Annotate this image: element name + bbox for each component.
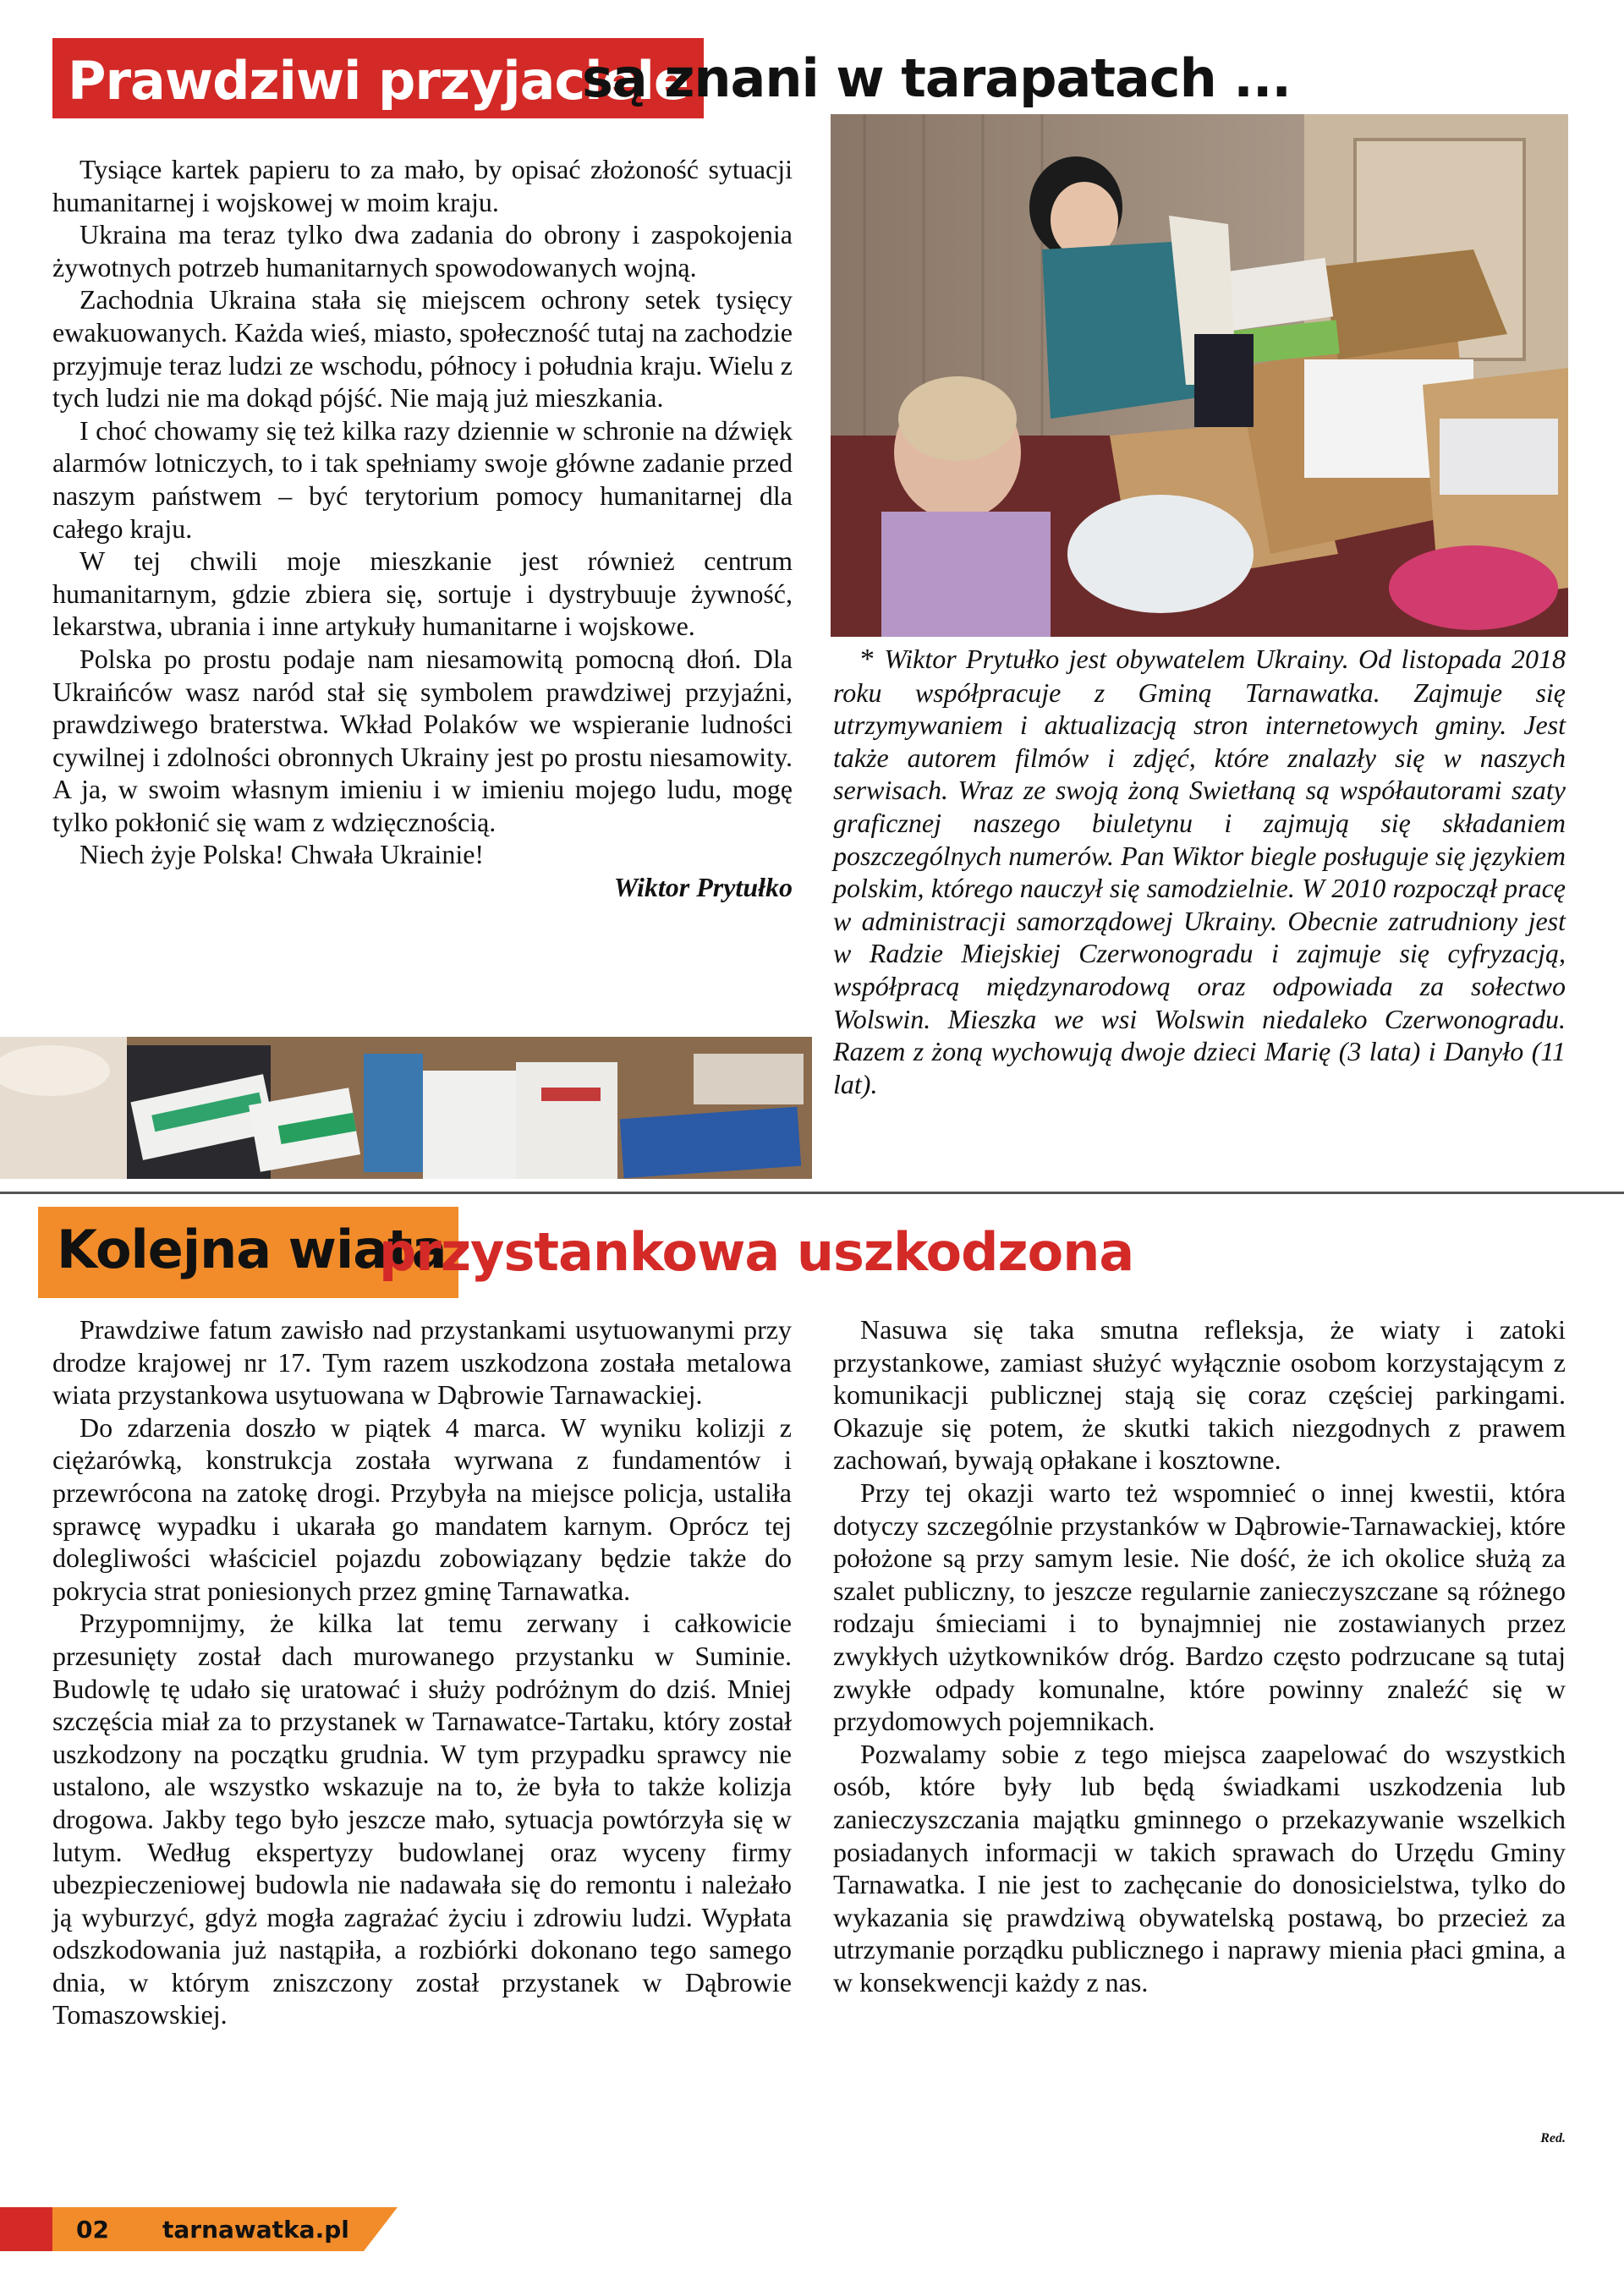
article2-signature: Red. [1540, 2131, 1566, 2145]
article1-paragraph: Tysiące kartek papieru to za mało, by opisać złożoność sytuacji humanitarnej i wojskowej w moim kraju. [52, 154, 793, 217]
article2-right-column [833, 1313, 1566, 1998]
article1-headline-highlight: Prawdziwi przyjaciele [52, 38, 704, 118]
article1-paragraph: Zachodnia Ukraina stała się miejscem ochrony setek tysięcy ewakuowanych. Każda wieś, miasto, społeczność tutaj na zachodzie przyjmuje teraz ludzi ze wschodu, północy i południa kraju. Wielu z tych ludzi nie ma dokąd pójść. Nie mają już mieszkania. [52, 284, 793, 414]
article2-left-column [52, 1313, 792, 2031]
article1-paragraph: Niech żyje Polska! Chwała Ukrainie! [80, 839, 485, 870]
article2-paragraph: Nasuwa się taka smutna refleksja, że wiaty i zatoki przystankowe, zamiast służyć wyłącznie osobom korzystającym z komunikacji publicznej stają się coraz częściej parkingami. Okazuje się potem, że skutki takich niezgodnych z prawem zachowań, bywają opłakane i kosztowne. [833, 1314, 1566, 1476]
article1-body [52, 153, 793, 904]
footer-site-link[interactable]: tarnawatka.pl [162, 2216, 349, 2244]
medicine-boxes-photo [0, 1037, 812, 1179]
article2-headline-rest: przystankowa uszkodzona [379, 1221, 1134, 1283]
caption-text: Wiktor Prytułko jest obywatelem Ukrainy. Od listopada 2018 roku współpracuje z Gminą Tarnawatka. Zajmuje się utrzymywaniem i aktualizacją stron internetowych gminy. Jest także autorem filmów i zdjęć, które znalazły się w naszych serwisach. Wraz ze swoją żoną Swietłaną są współautorami szaty graficznej naszego biuletynu i zajmują się składaniem poszczególnych numerów. Pan Wiktor biegle posługuje się językiem polskim, którego nauczył się samodzielnie. W 2010 rozpoczął pracę w administracji samorządowej Ukrainy. Obecnie zatrudniony jest w Radzie Miejskiej Czerwonogradu i zajmuje się cyfryzacją, współpracą międzynarodową oraz odpowiada za sołectwo Wolswin. Mieszka we wsi Wolswin niedaleko Czerwonogradu. Razem z żoną wychowują dwoje dzieci Marię (3 lata) i Danyło (11 lat). [833, 644, 1566, 1099]
footer-number-box [0, 2207, 52, 2251]
article1-paragraph: W tej chwili moje mieszkanie jest również centrum humanitarnym, gdzie zbiera się, sortuje i dystrybuuje żywność, lekarstwa, ubrania i inne artykuły humanitarne i wojskowe. [52, 545, 793, 642]
article1-paragraph: Ukraina ma teraz tylko dwa zadania do obrony i zaspokojenia żywotnych potrzeb humanitarnych spowodowanych wojną. [52, 219, 793, 282]
article2-paragraph: Przy tej okazji warto też wspomnieć o innej kwestii, która dotyczy szczególnie przystanków w Dąbrowie-Tarnawackiej, które położone są przy samym lesie. Nie dość, że ich okolice służą za szalet publiczny, to jeszcze regularnie zanieczyszczane są różnego rodzaju śmieciami i to bynajmniej nie zostawianych przez zwykłych użytkowników dróg. Bardzo często podrzucane są tutaj zwykłe odpady komunalne, które powinny znaleźć się w przydomowych pojemnikach. [833, 1477, 1566, 1737]
article2-paragraph: Prawdziwe fatum zawisło nad przystankami usytuowanymi przy drodze krajowej nr 17. Tym razem uszkodzona została metalowa wiata przystankowa usytuowana w Dąbrowie Tarnawackiej. [52, 1314, 792, 1411]
article1-signature: Wiktor Prytułko [613, 872, 793, 903]
article2-paragraph: Przypomnijmy, że kilka lat temu zerwany i całkowicie przesunięty został dach murowanego przystanku w Suminie. Budowlę tę udało się uratować i służy podróżnym do dziś. Mniej szczęścia miał za to przystanek w Tarnawatce-Tartaku, który został uszkodzony na początku grudnia. W tym przypadku sprawcy nie ustalono, ale wszystko wskazuje na to, że była to także kolizja drogowa. Jakby tego było jeszcze mało, sytuacja powtórzyła się w lutym. Według ekspertyzy budowlanej oraz wyceny firmy ubezpieczeniowej budowla nie nadawała się do remontu i należało ją wyburzyć, gdyż mogła zagrażać życiu i zdrowiu ludzi. Wypłata odszkodowania już nastąpiła, a rozbiórki dokonano tego samego dnia, w którym zniszczony został przystanek w Dąbrowie Tomaszowskiej. [52, 1608, 792, 2030]
article1-paragraph: Polska po prostu podaje nam niesamowitą pomocną dłoń. Dla Ukraińców wasz naród stał się symbolem prawdziwej przyjaźni, prawdziwego braterstwa. Wkład Polaków we wspieranie ludności cywilnej i zdolności obronnych Ukrainy jest po prostu niesamowity. A ja, w swoim własnym imieniu i w imieniu mojego ludu, mogę tylko pokłonić się wam z wdzięcznością. [52, 643, 793, 837]
article2-paragraph: Pozwalamy sobie z tego miejsca zaapelować do wszystkich osób, które były lub będą świadkami uszkodzenia lub zanieczyszczania majątku gminnego o przekazywanie wszelkich posiadanych informacji w takich sprawach do Urzędu Gminy Tarnawatka. I nie jest to zachęcanie do donosicielstwa, tylko do wykazania się prawdziwą obywatelską postawą, bo przecież za utrzymanie porządku publicznego i naprawy mienia płaci gmina, a w konsekwencji każdy z nas. [833, 1738, 1566, 1997]
article2-paragraph: Do zdarzenia doszło w piątek 4 marca. W wyniku kolizji z ciężarówką, konstrukcja została wyrwana z fundamentów i przewrócona na zatokę drogi. Przybyła na miejsce policja, ustaliła sprawcę wypadku i ukarała go mandatem karnym. Oprócz tej dolegliwości właściciel pojazdu zobowiązany będzie także do pokrycia strat poniesionych przez gminę Tarnawatka. [52, 1411, 792, 1606]
humanitarian-aid-photo [831, 114, 1568, 637]
article1-paragraph: I choć chowamy się też kilka razy dziennie w schronie na dźwięk alarmów lotniczych, to i tak spełniamy swoje główne zadanie przed naszym państwem – być terytorium pomocy humanitarnej dla całego kraju. [52, 414, 793, 544]
article1-headline-rest: są znani w tarapatach ... [582, 47, 1291, 109]
section-divider [0, 1192, 1624, 1194]
caption-asterisk: * [860, 644, 875, 675]
page-number: 02 [76, 2216, 109, 2244]
article2-headline-highlight: Kolejna wiata [38, 1207, 458, 1298]
footer-bar [0, 2207, 398, 2251]
author-caption [833, 643, 1566, 1100]
